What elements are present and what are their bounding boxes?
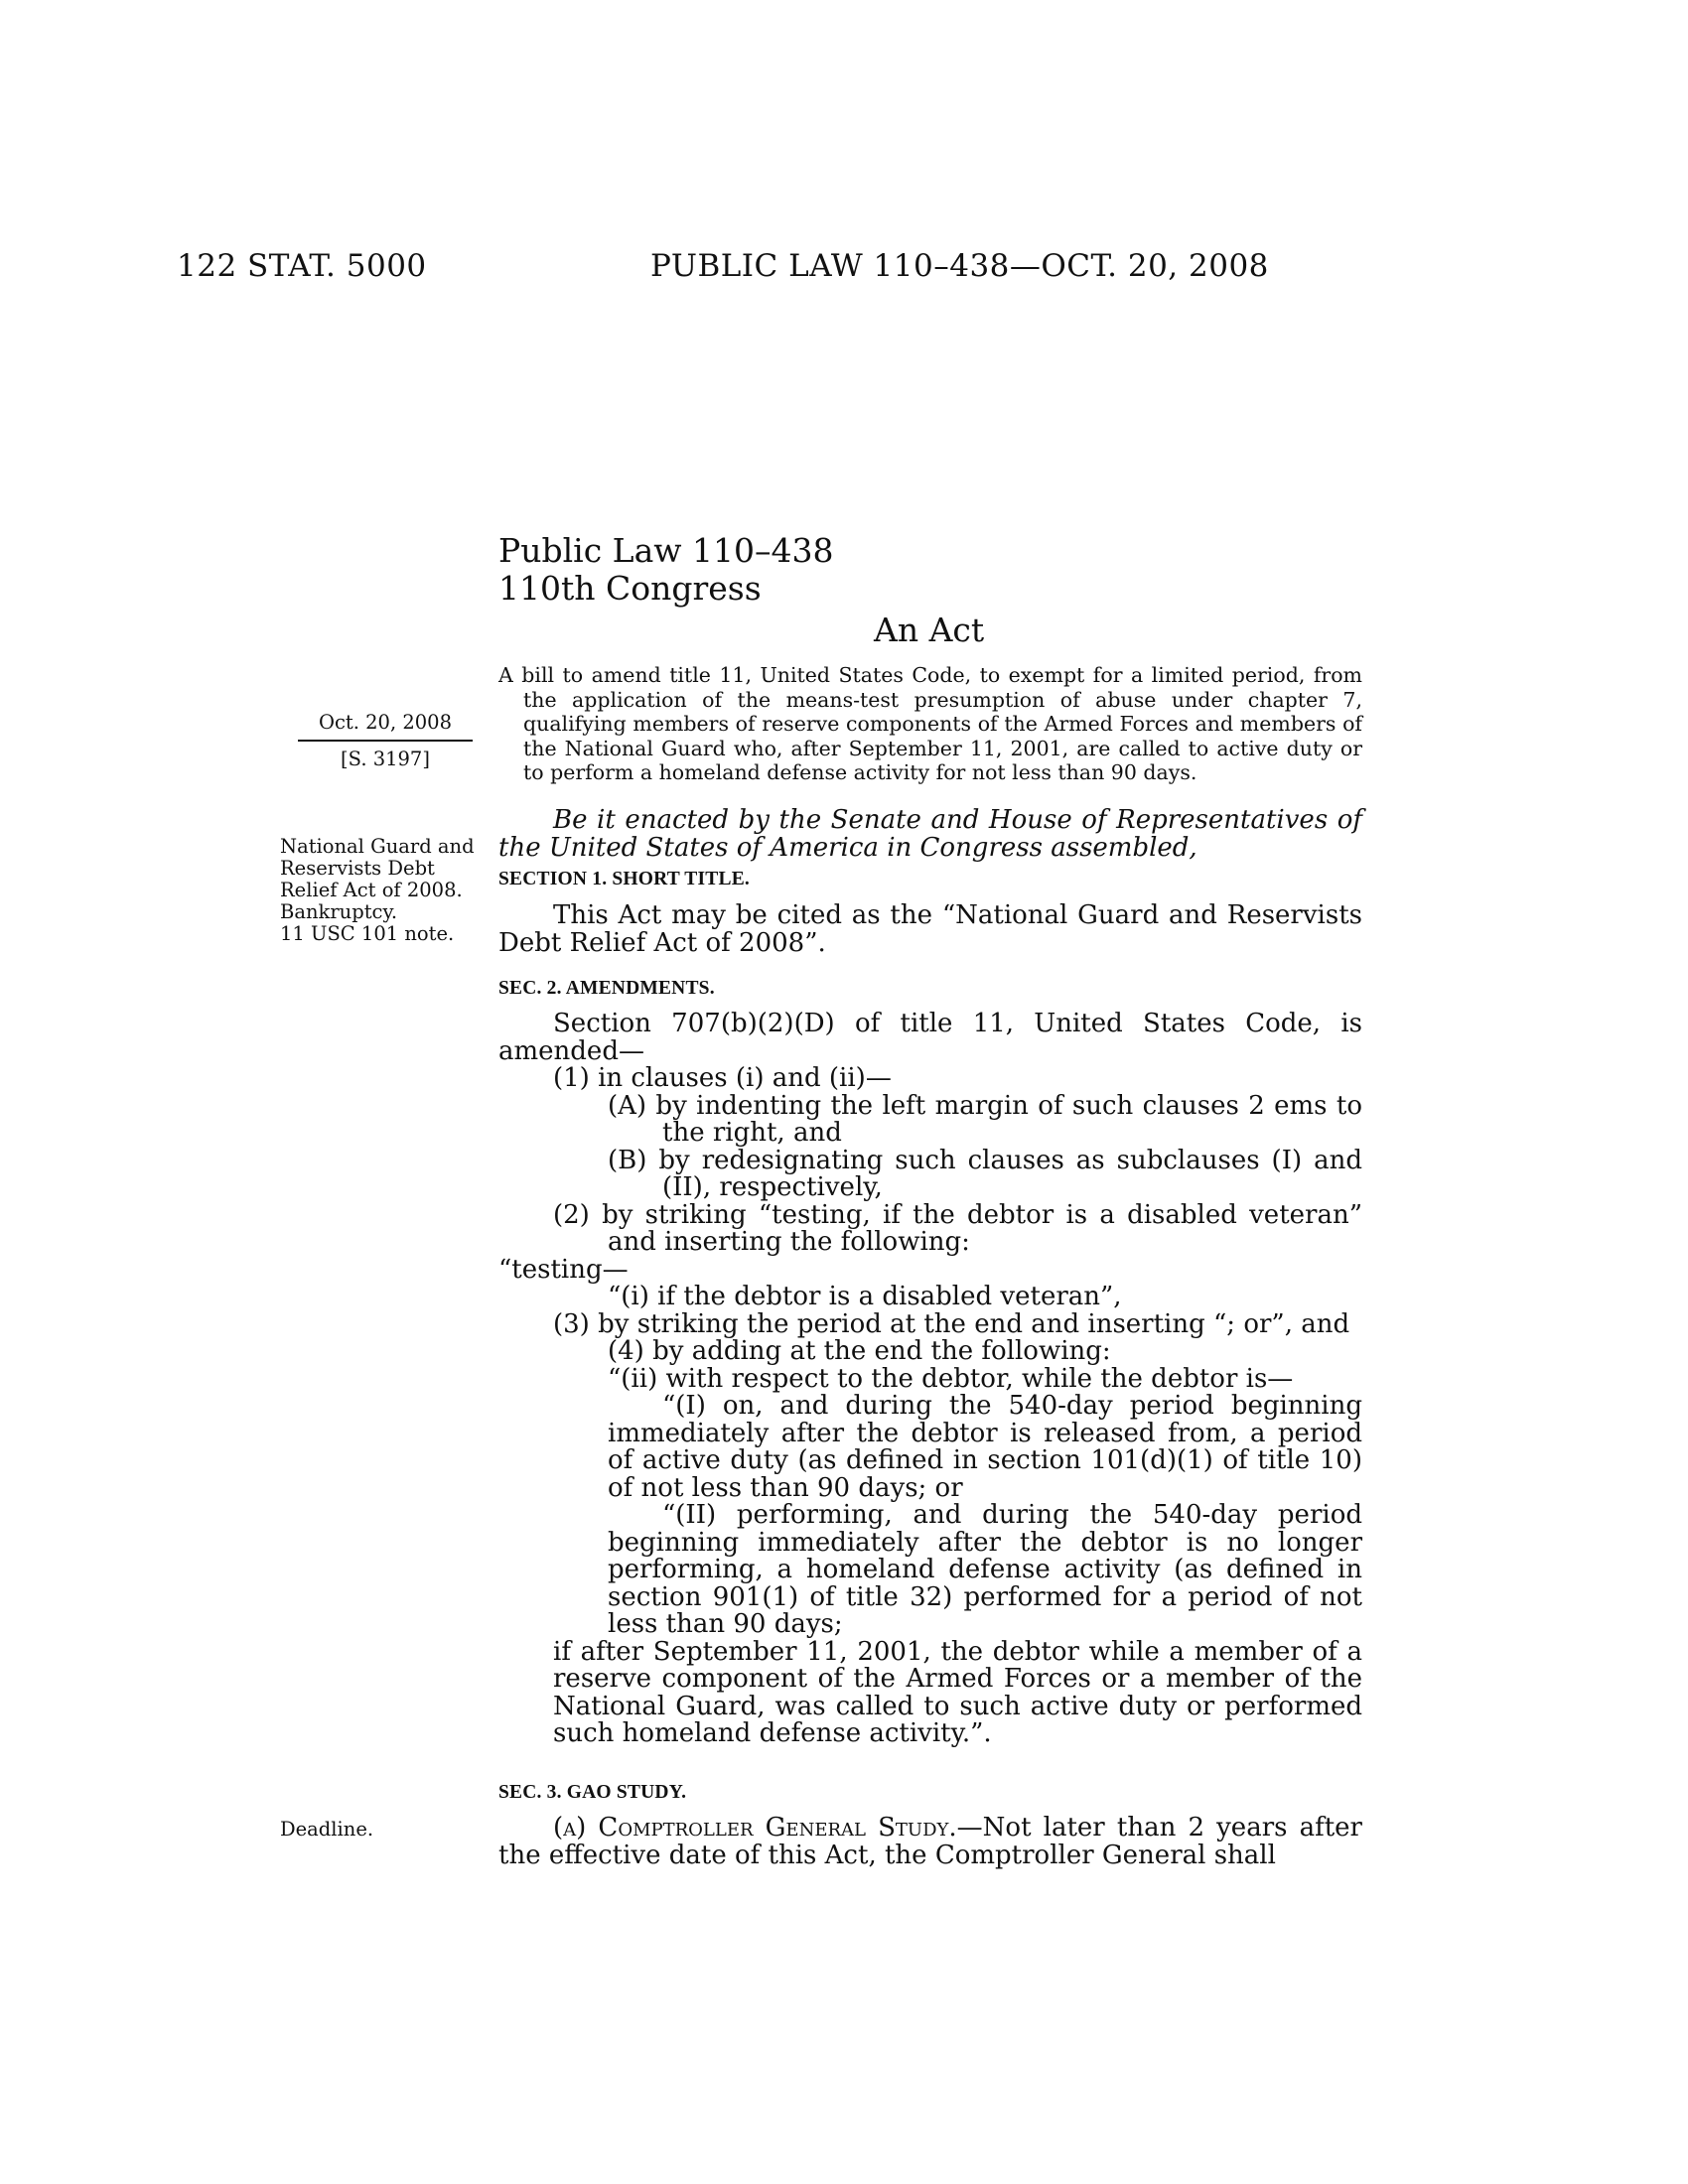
running-title: PUBLIC LAW 110–438—OCT. 20, 2008: [650, 248, 1269, 284]
section-3-subsection-label: (a) Comptroller General Study.: [553, 1813, 957, 1843]
quoted-clause-ii: “(ii) with respect to the debtor, while the debtor is—: [608, 1363, 1294, 1394]
quoted-subclause-I: “(I) on, and during the 540-day period beginning immediately after the debtor is released from, a period of active duty (as defined in section 101(d)(1) of title 10) of not less than 90 days; or: [608, 1391, 1362, 1503]
section-1-text: This Act may be cited as the “National Guard and Reservists Debt Relief Act of 2008”.: [498, 900, 1362, 958]
paragraph-2: (2) by striking “testing, if the debtor is a disabled veteran” and inserting the following:: [553, 1199, 1362, 1257]
section-1-heading: SECTION 1. SHORT TITLE.: [498, 869, 750, 889]
paragraph-4: (4) by adding at the end the following:: [608, 1336, 1111, 1366]
quoted-subclause-II: “(II) performing, and during the 540-day period beginning immediately after the debtor is no longer performing, a homeland defense activity (as defined in section 901(1) of title 32) performed for a period of not less than 90 days;: [608, 1500, 1362, 1639]
margin-note-usc: 11 USC 101 note.: [280, 922, 455, 945]
section-3-text: [498, 1815, 1362, 1869]
paragraph-3: (3) by striking the period at the end and inserting “; or”, and: [553, 1308, 1350, 1339]
paragraph-1: (1) in clauses (i) and (ii)—: [553, 1063, 892, 1093]
subparagraph-1b: (B) by redesignating such clauses as subclauses (I) and (II), respectively,: [608, 1145, 1362, 1202]
bill-summary: A bill to amend title 11, United States Code, to exempt for a limited period, from the application of the means-test presumption of abuse under chapter 7, qualifying members of reserve components of the Armed Forces and members of the National Guard who, after September 11, 2001, are called to active duty or to perform a homeland defense activity for not less than 90 days.: [498, 663, 1362, 785]
margin-note-act-name: National Guard and Reservists Debt Relief Act of 2008.: [280, 835, 475, 901]
date-box: [298, 705, 473, 776]
law-title: Public Law 110–438: [498, 531, 834, 570]
section-2-body: [498, 1011, 1362, 1748]
section-3-subsection-text: —Not later than 2 years after the effective date of this Act, the Comptroller General shall: [498, 1813, 1362, 1870]
page-stat-number: 122 STAT. 5000: [177, 248, 427, 284]
section-2-heading: SEC. 2. AMENDMENTS.: [498, 978, 715, 999]
margin-note-short-title: [280, 836, 479, 945]
enactment-date: Oct. 20, 2008: [298, 705, 473, 742]
margin-note-bankruptcy: Bankruptcy.: [280, 900, 398, 923]
enacting-clause: Be it enacted by the Senate and House of Representatives of the United States of America in Congress assembled,: [498, 805, 1362, 863]
section-3-heading: SEC. 3. GAO STUDY.: [498, 1782, 687, 1803]
margin-note-deadline: Deadline.: [280, 1818, 374, 1841]
bill-number: [S. 3197]: [341, 748, 430, 770]
section-2-intro: Section 707(b)(2)(D) of title 11, United States Code, is amended—: [498, 1009, 1362, 1066]
quoted-testing: “testing—: [498, 1254, 629, 1285]
quoted-closing: if after September 11, 2001, the debtor while a member of a reserve component of the Armed Forces or a member of the National Guard, was called to such active duty or performed such homeland defense activity.”.: [553, 1636, 1362, 1748]
congress-title: 110th Congress: [498, 569, 762, 608]
act-heading: An Act: [874, 611, 985, 649]
subparagraph-1a: (A) by indenting the left margin of such clauses 2 ems to the right, and: [608, 1090, 1362, 1148]
quoted-clause-i: “(i) if the debtor is a disabled veteran”,: [608, 1282, 1122, 1311]
title-block: [498, 532, 833, 608]
